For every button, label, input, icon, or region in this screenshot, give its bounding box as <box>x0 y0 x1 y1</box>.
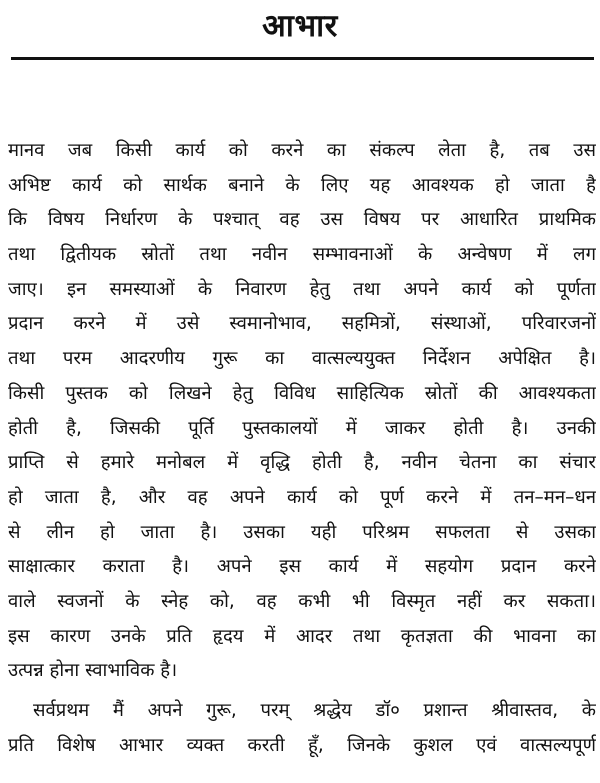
text-line: अभिष्ट कार्य को सार्थक बनाने के लिए यह आवश्यक हो जाता है <box>8 174 596 196</box>
text-line: प्रदान करने में उसे स्वमानोभाव, सहमित्रों, संस्थाओं, परिवारजनों <box>8 313 596 335</box>
text-line: सर्वप्रथम मैं अपने गुरू, परम् श्रद्धेय डॉ० प्रशान्त श्रीवास्तव, के <box>33 700 596 721</box>
paragraph-1 <box>8 134 596 689</box>
text-line: तथा द्वितीयक स्रोतों तथा नवीन सम्भावनाओं के अन्वेषण में लग <box>8 244 596 266</box>
text-line: उत्पन्न होना स्वाभाविक है। <box>8 660 178 682</box>
text-line: हो जाता है, और वह अपने कार्य को पूर्ण करने में तन–मन–धन <box>8 486 596 508</box>
text-line: प्राप्ति से हमारे मनोबल में वृद्धि होती है, नवीन चेतना का संचार <box>8 452 596 474</box>
text-line: जाए। इन समस्याओं के निवारण हेतु तथा अपने कार्य को पूर्णता <box>8 278 596 300</box>
text-line: प्रति विशेष आभार व्यक्त करती हूँ, जिनके कुशल एवं वात्सल्यपूर्ण <box>8 734 596 756</box>
title-divider <box>11 57 594 60</box>
text-line: किसी पुस्तक को लिखने हेतु विविध साहित्यिक स्रोतों की आवश्यकता <box>8 382 596 404</box>
text-line: होती है, जिसकी पूर्ति पुस्तकालयों में जाकर होती है। उनकी <box>8 417 596 439</box>
text-line: मानव जब किसी कार्य को करने का संकल्प लेता है, तब उस <box>8 140 596 161</box>
text-line: तथा परम आदरणीय गुरू का वात्सल्ययुक्त निर्देशन अपेक्षित है। <box>8 348 596 370</box>
paragraph-2 <box>8 694 596 763</box>
text-line: इस कारण उनके प्रति हृदय में आदर तथा कृतज्ञता की भावना का <box>8 625 596 647</box>
text-line: वाले स्वजनों के स्नेह को, वह कभी भी विस्मृत नहीं कर सकता। <box>8 590 596 612</box>
page-title: आभार <box>262 8 338 44</box>
text-line: से लीन हो जाता है। उसका यही परिश्रम सफलता से उसका <box>8 521 596 543</box>
text-line: कि विषय निर्धारण के पश्चात् वह उस विषय पर आधारित प्राथमिक <box>8 209 596 231</box>
body-text <box>8 134 596 763</box>
text-line: साक्षात्कार कराता है। अपने इस कार्य में सहयोग प्रदान करने <box>8 556 596 578</box>
